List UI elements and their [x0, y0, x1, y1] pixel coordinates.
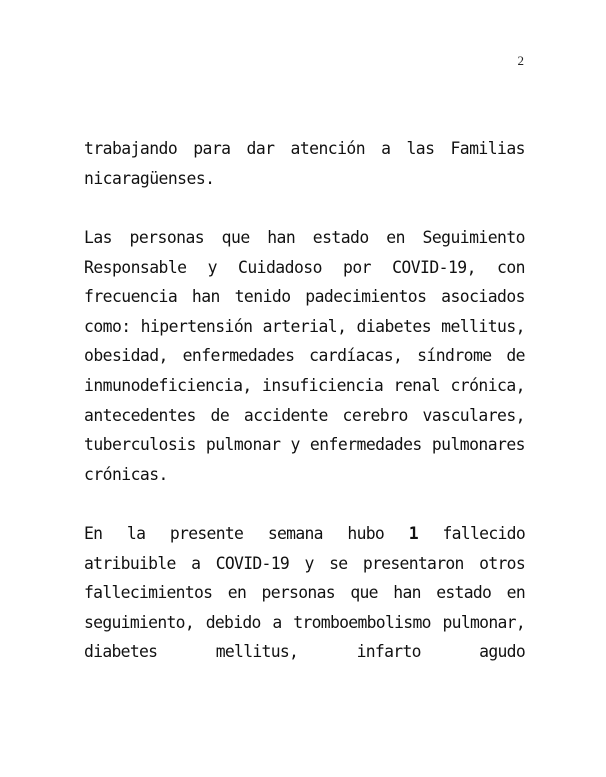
- page-number: 2: [517, 53, 524, 68]
- paragraph-continuation: trabajando para dar atención a las Familias nicaragüenses.: [84, 139, 525, 188]
- paragraph-deaths-intro: En la presente semana hubo: [84, 524, 409, 543]
- deaths-count: 1: [408, 524, 418, 543]
- paragraph-deaths: [84, 519, 525, 667]
- paragraph-deaths-rest: fallecido atribuible a COVID-19 y se presentaron otros fallecimientos en personas que han estado en seguimiento, debido a tromboembolismo pulmonar, diabetes mellitus, infarto agudo: [84, 524, 525, 662]
- paragraph-comorbidities: Las personas que han estado en Seguimiento Responsable y Cuidadoso por COVID-19, con frecuencia han tenido padecimientos asociados como: hipertensión arterial, diabetes mellitus, obesidad, enfermedades cardíacas, síndrome de inmunodeficiencia, insuficiencia renal crónica, antecedentes de accidente cerebro vasculares, tuberculosis pulmonar y enfermedades pulmonares crónicas.: [84, 228, 525, 484]
